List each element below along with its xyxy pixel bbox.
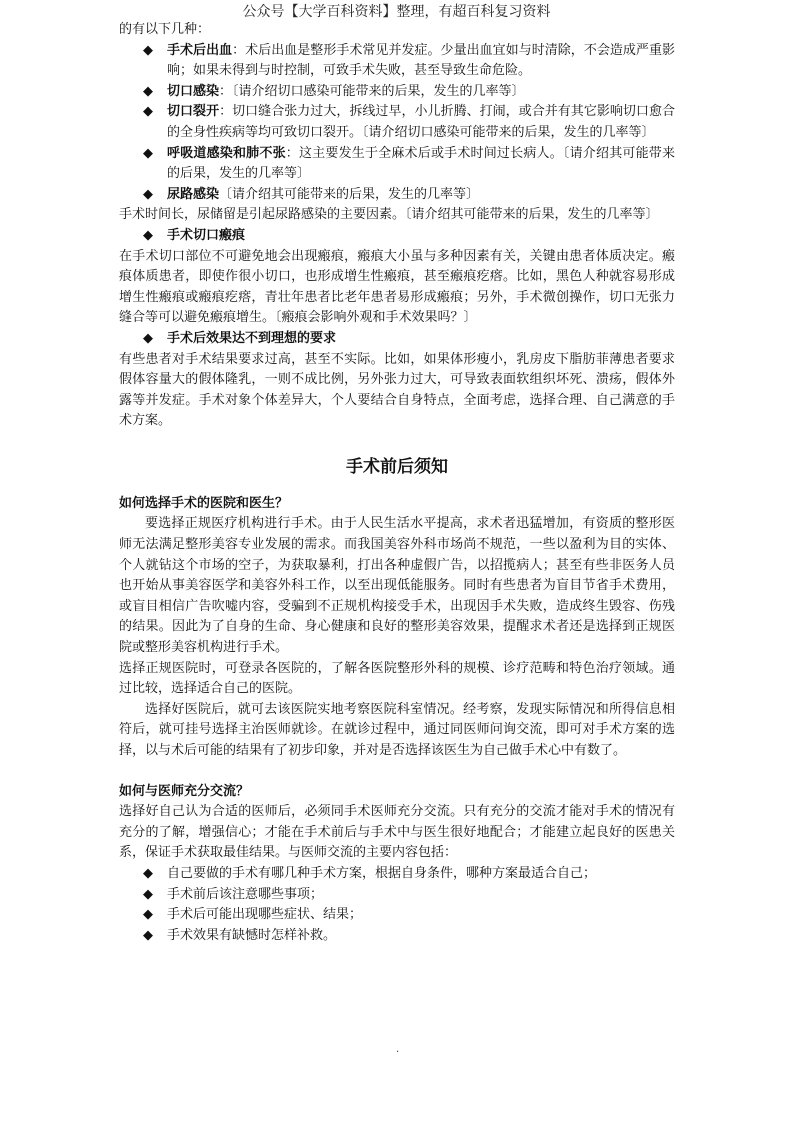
communication-item: ◆ 自己要做的手术有哪几种手术方案，根据自身条件，哪种方案最适合自己； <box>143 864 675 885</box>
complications-list <box>119 41 675 206</box>
hospital-paragraph-3: 选择好医院后，就可去该医院实地考察医院科室情况。经考察，发现实际情况和所得信息相符后，就可挂号选择主治医师就诊。在就诊过程中，通过同医师问询交流，即可对手术方案的选择，以与术后可能的结果有了初步印象，并对是否选择该医生为自己做手术心中有数了。 <box>119 701 675 758</box>
complication-desc: ：这主要发生于全麻术后或手术时间过长病人。〔请介绍其可能带来的后果，发生的几率等〕 <box>167 145 675 182</box>
communication-item: ◆ 手术前后该注意哪些事项； <box>143 885 675 906</box>
page-header: 公众号【大学百科资料】整理，有超百科复习资料 <box>242 4 551 20</box>
complication-term: 手术后出血 <box>167 42 233 58</box>
complication-desc: ：术后出血是整形手术常见并发症。少量出血宜如与时清除，不会造成严重影响；如果未得到与时控制，可致手术失败，甚至导致生命危险。 <box>167 42 675 79</box>
scar-heading: ◆ 手术切口瘢痕 <box>119 226 675 247</box>
complication-term: 呼吸道感染和肺不张 <box>167 145 286 161</box>
complication-term: 切口裂开 <box>167 104 220 120</box>
complication-item <box>143 144 675 185</box>
expectation-paragraph: 有些患者对手术结果要求过高，甚至不实际。比如，如果体形瘦小，乳房皮下脂肪菲薄患者要求假体容量大的假体隆乳，一则不成比例，另外张力过大，可导致表面软组织坏死、溃疡，假体外露等并发症。手术对象个体差异大，个人要结合自身特点，全面考虑，选择合理、自己满意的手术方案。 <box>119 351 675 429</box>
complication-term: 切口感染 <box>167 83 220 99</box>
complication-desc: ：切口缝合张力过大，拆线过早，小儿折腾、打闹，或合并有其它影响切口愈合的全身性疾病等均可致切口裂开。〔请介绍切口感染可能带来的后果，发生的几率等〕 <box>167 104 675 140</box>
question-heading-hospital: 如何选择手术的医院和医生？ <box>119 495 289 511</box>
hospital-paragraph-1: 要选择正规医疗机构进行手术。由于人民生活水平提高，求术者迅猛增加，有资质的整形医师无法满足整形美容专业发展的需求。而我国美容外科市场尚不规范，一些以盈利为目的实体、个人就钻这个市场的空子，为获取暴利，打出各种虚假广告，以招揽病人；甚至有些非医务人员也开始从事美容医学和美容外科工作，以至出现低能服务。同时有些患者为盲目节省手术费用，或盲目相信广告吹嘘内容，受骗到不正规机构接受手术，出现因手术失败，造成终生毁容、伤残的结果。因此为了自身的生命、身心健康和良好的整形美容效果，提醒求术者还是选择到正规医院或整形美容机构进行手术。 <box>119 516 675 656</box>
hospital-paragraph-2: 选择正规医院时，可登录各医院的，了解各医院整形外科的规模、诊疗范畴和特色治疗领域。通过比较，选择适合自己的医院。 <box>119 660 675 697</box>
communication-paragraph: 选择好自己认为合适的医师后，必须同手术医师充分交流。只有充分的交流才能对手术的情况有充分的了解，增强信心；才能在手术前后与手术中与医生很好地配合；才能建立起良好的医患关系，保证手术获取最佳结果。与医师交流的主要内容包括： <box>119 804 675 861</box>
section-title: 手术前后须知 <box>346 456 448 477</box>
complication-item <box>143 82 675 103</box>
document-body <box>119 20 675 946</box>
complication-item <box>143 41 675 82</box>
complication-desc: ：〔请介绍切口感染可能带来的后果，发生的几率等〕 <box>219 83 525 99</box>
communication-item: ◆ 手术效果有缺憾时怎样补救。 <box>143 926 675 947</box>
question-heading-communication: 如何与医师充分交流？ <box>119 783 250 799</box>
complication-desc: 〔请介绍其可能带来的后果，发生的几率等〕 <box>219 186 480 202</box>
scar-paragraph: 在手术切口部位不可避免地会出现瘢痕，瘢痕大小虽与多种因素有关，关键由患者体质决定。瘢痕体质患者，即使作很小切口，也形成增生性瘢痕，甚至瘢痕疙瘩。比如，黑色人种就容易形成增生性瘢痕或瘢痕疙瘩，青壮年患者比老年患者易形成瘢痕；另外，手术微创操作，切口无张力缝合等可以避免瘢痕增生。〔瘢痕会影响外观和手术效果吗？〕 <box>119 248 675 326</box>
intro-line: 的有以下几种： <box>119 22 211 37</box>
complication-item <box>143 185 675 206</box>
footer-mark: . <box>396 1044 400 1055</box>
communication-item: ◆ 手术后可能出现哪些症状、结果； <box>143 905 675 926</box>
urinary-paragraph: 手术时间长，尿储留是引起尿路感染的主要因素。〔请介绍其可能带来的后果，发生的几率等〕 <box>119 207 659 223</box>
complication-term: 尿路感染 <box>167 186 220 202</box>
complication-item <box>143 102 675 143</box>
spacer <box>119 762 675 782</box>
expectation-heading: ◆ 手术后效果达不到理想的要求 <box>119 329 675 350</box>
communication-list <box>119 864 675 946</box>
